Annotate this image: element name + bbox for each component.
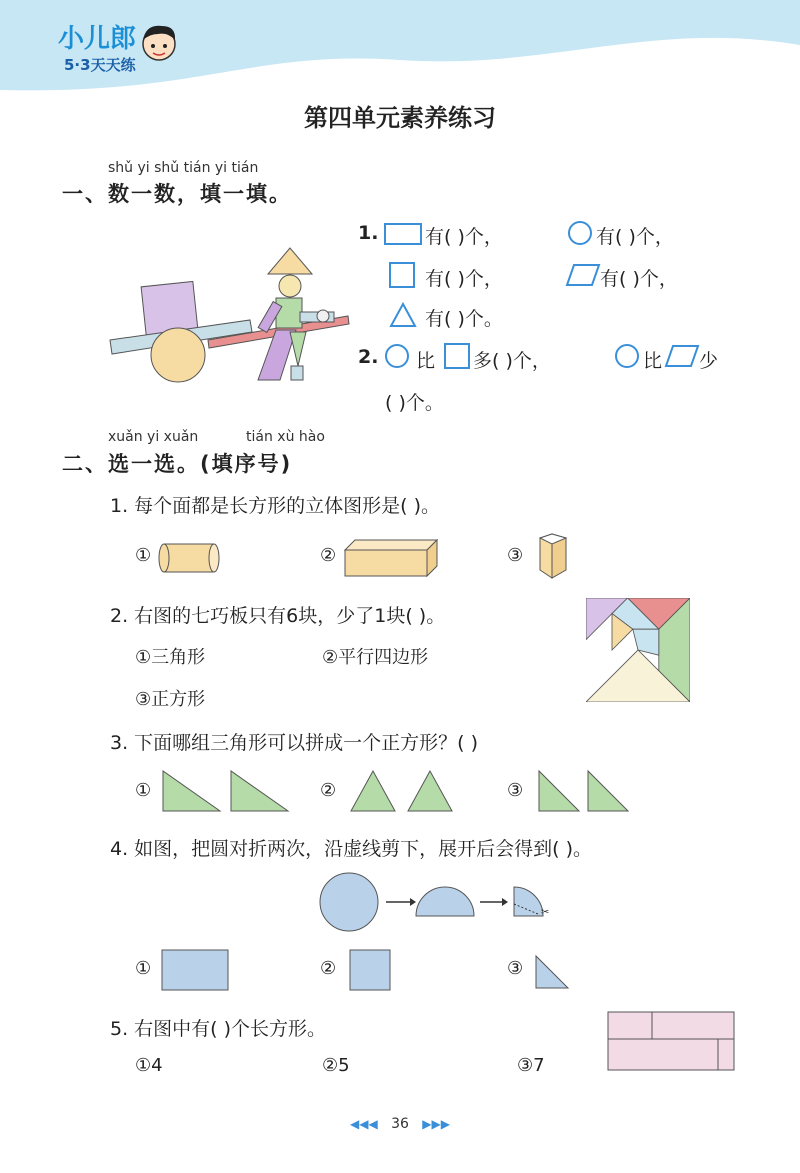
s1-q1-square-text: 有( )个， (425, 268, 503, 290)
page-title: 第四单元素养练习 (304, 104, 496, 132)
brand-logo: 小儿郎 (58, 24, 137, 54)
prism-icon (536, 532, 570, 582)
rectangles-figure (606, 1010, 736, 1072)
mascot-icon (138, 20, 180, 70)
circle-icon (384, 343, 410, 369)
cylinder-icon (158, 540, 224, 576)
s2-q1: 1. 每个面都是长方形的立体图形是( )。 (110, 495, 441, 517)
parallelogram-icon (565, 263, 601, 287)
s1-q2-line2: ( )个。 (385, 392, 444, 414)
s1-q2-duo: 多( )个， (473, 350, 551, 372)
triangles-set-2 (348, 768, 458, 814)
s1-q1-triangle-text: 有( )个。 (425, 308, 503, 330)
s2-q3-mark3: ③ (507, 780, 524, 801)
section1-heading: 一、数一数，填一填。 (62, 182, 292, 206)
shapes-figure (100, 240, 360, 390)
s2-q3-mark2: ② (320, 780, 337, 801)
section2-heading: 二、选一选。(填序号) (62, 452, 293, 476)
s1-q1-number: 1. (358, 222, 379, 244)
s2-q2-opt1: ①三角形 (135, 647, 206, 668)
square-icon (389, 262, 415, 288)
s1-q2-bi2: 比 (643, 350, 663, 372)
fold-circle-figure (318, 870, 558, 934)
next-arrows-icon: ▶▶▶ (422, 1117, 450, 1131)
section2-pinyin-a: xuǎn yi xuǎn (108, 429, 199, 445)
section1-pinyin: shǔ yi shǔ tián yi tián (108, 160, 259, 176)
s1-q2-shao: 少 (699, 350, 719, 372)
rectangle-answer-icon (160, 948, 230, 992)
s2-q2-opt2: ②平行四边形 (322, 647, 429, 668)
s2-q3-mark1: ① (135, 780, 152, 801)
s1-q2-number: 2. (358, 346, 379, 368)
s2-q3: 3. 下面哪组三角形可以拼成一个正方形？( ) (110, 732, 479, 754)
section2-pinyin-b: tián xù hào (246, 429, 325, 445)
s2-q4-mark3: ③ (507, 958, 524, 979)
s2-q4-mark1: ① (135, 958, 152, 979)
cuboid-icon (343, 538, 439, 578)
s2-q1-mark1: ① (135, 545, 152, 566)
tangram-figure (586, 598, 690, 702)
square-answer-icon (348, 948, 392, 992)
svg-text:✂: ✂ (541, 907, 550, 918)
s1-q1-circle-text: 有( )个， (596, 226, 674, 248)
page-footer (0, 1116, 800, 1132)
circle-icon (567, 220, 593, 246)
s2-q5-opt1: ①4 (135, 1055, 163, 1076)
square-icon (444, 343, 470, 369)
series-name: 5·3天天练 (64, 56, 136, 74)
page-number: 36 (391, 1116, 409, 1132)
s2-q5: 5. 右图中有( )个长方形。 (110, 1018, 327, 1040)
triangle-answer-icon (534, 954, 572, 990)
s2-q4: 4. 如图，把圆对折两次，沿虚线剪下，展开后会得到( )。 (110, 838, 593, 860)
s2-q2: 2. 右图的七巧板只有6块，少了1块( )。 (110, 605, 446, 627)
s2-q5-opt2: ②5 (322, 1055, 350, 1076)
circle-icon (614, 343, 640, 369)
s1-q2-bi: 比 (416, 350, 436, 372)
parallelogram-icon (664, 344, 700, 368)
s2-q4-mark2: ② (320, 958, 337, 979)
s2-q2-opt3: ③正方形 (135, 689, 206, 710)
s2-q1-mark3: ③ (507, 545, 524, 566)
triangles-set-3 (536, 768, 632, 814)
triangle-icon (389, 302, 417, 328)
rectangle-icon (384, 223, 422, 245)
prev-arrows-icon: ◀◀◀ (350, 1117, 378, 1131)
s2-q1-mark2: ② (320, 545, 337, 566)
triangles-set-1 (160, 768, 292, 814)
s1-q1-para-text: 有( )个， (600, 268, 678, 290)
s2-q5-opt3: ③7 (517, 1055, 545, 1076)
s1-q1-rect-text: 有( )个， (425, 226, 503, 248)
